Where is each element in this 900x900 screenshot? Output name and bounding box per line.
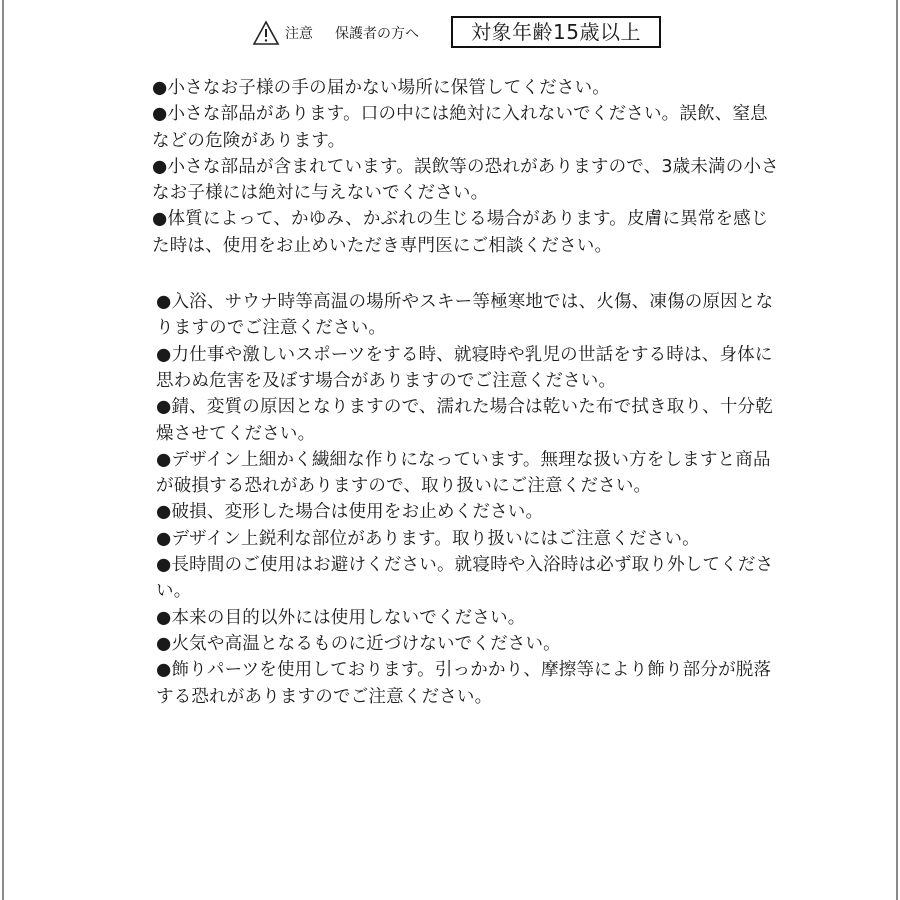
- note-item: ●デザイン上細かく繊細な作りになっています。無理な扱い方をしますと商品が破損する恐れがありますので、取り扱いにご注意ください。: [156, 449, 771, 497]
- note-item: ●体質によって、かゆみ、かぶれの生じる場合があります。皮膚に異常を感じた時は、使用をお止めいただき専門医にご相談ください。: [152, 209, 769, 256]
- section-spacer: [152, 259, 782, 289]
- note-item: ●破損、変形した場合は使用をお止めください。: [156, 502, 544, 523]
- note-item: ●小さな部品があります。口の中には絶対に入れないでください。誤飲、窒息などの危険があります。: [152, 104, 768, 151]
- guardians-label: 保護者の方へ: [335, 26, 419, 42]
- notes-section-2: [156, 289, 782, 710]
- caution-label: 注意: [285, 26, 313, 42]
- age-notice-box: 対象年齢15歳以上: [451, 16, 661, 48]
- note-item: ●デザイン上鋭利な部位があります。取り扱いにはご注意ください。: [156, 528, 700, 549]
- note-item: ●飾りパーツを使用しております。引っかかり、摩擦等により飾り部分が脱落する恐れがありますのでご注意ください。: [156, 660, 772, 707]
- note-item: ●力仕事や激しいスポーツをする時、就寝時や乳児の世話をする時は、身体に思わぬ危害を及ぼす場合がありますのでご注意ください。: [156, 344, 773, 391]
- note-item: ●小さな部品が含まれています。誤飲等の恐れがありますので、3歳未満の小さなお子様には絶対に与えないでください。: [152, 156, 779, 204]
- note-item: ●本来の目的以外には使用しないでください。: [156, 607, 526, 628]
- note-item: ●火気や高温となるものに近づけないでください。: [156, 633, 561, 654]
- note-item: ●小さなお子様の手の届かない場所に保管してください。: [152, 78, 610, 98]
- note-item: ●長時間のご使用はお避けください。就寝時や入浴時は必ず取り外してください。: [156, 555, 774, 602]
- right-border: [896, 0, 898, 900]
- caution-notes: [152, 75, 782, 710]
- warning-triangle-icon: [252, 20, 280, 46]
- left-border: [2, 0, 4, 900]
- warning-header: [0, 14, 900, 54]
- note-item: ●錆、変質の原因となりますので、濡れた場合は乾いた布で拭き取り、十分乾燥させてください。: [156, 397, 773, 444]
- note-item: ●入浴、サウナ時等高温の場所やスキー等極寒地では、火傷、凍傷の原因となりますのでご注意ください。: [156, 292, 774, 339]
